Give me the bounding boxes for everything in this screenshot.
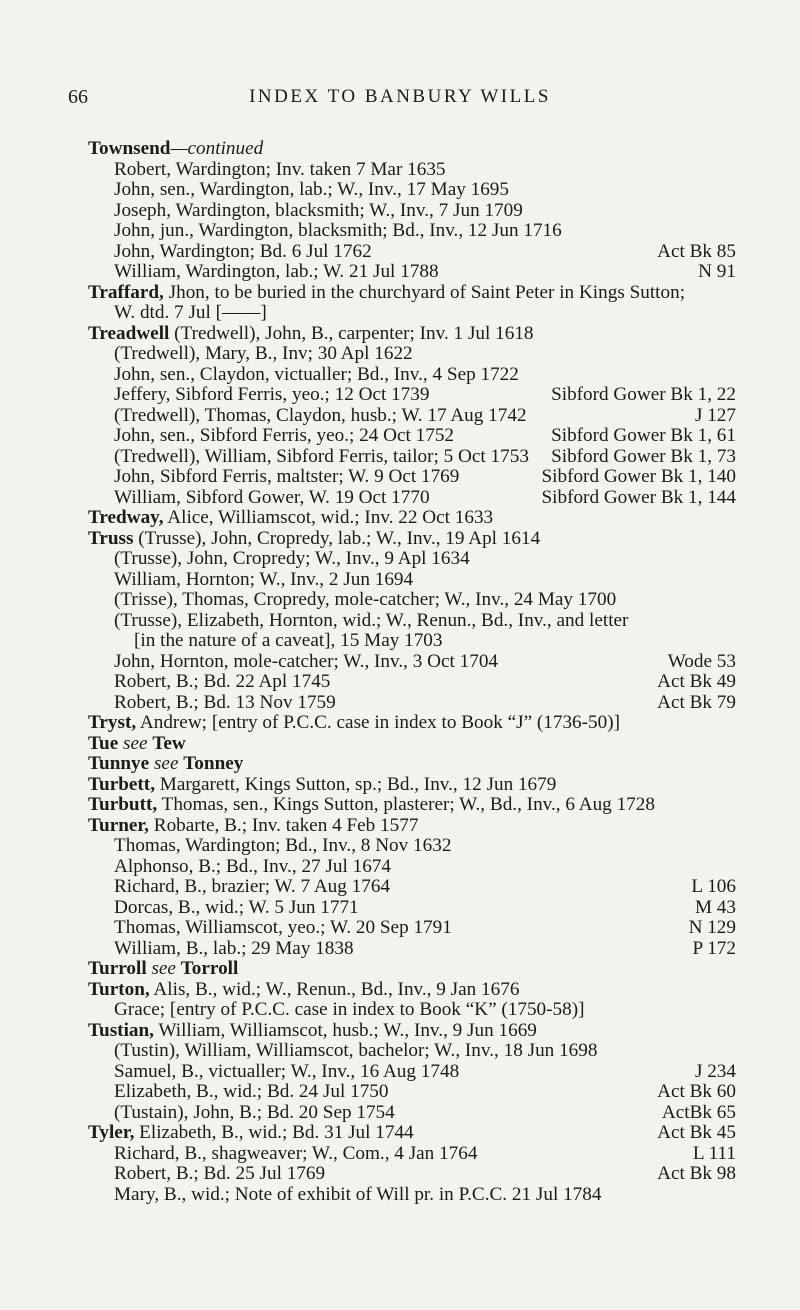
entry-text: Samuel, B., victualler; W., Inv., 16 Aug 1748 (114, 1060, 460, 1082)
entry-text: Jeffery, Sibford Ferris, yeo.; 12 Oct 1739 (114, 384, 430, 405)
index-line (88, 1144, 736, 1165)
entry-reference: Act Bk 45 (657, 1122, 736, 1143)
index-line (88, 365, 736, 386)
index-line (88, 303, 736, 324)
entry-surname: Tredway, (88, 507, 164, 528)
index-line (88, 344, 736, 365)
index-line (88, 1164, 736, 1185)
entry-text: Dorcas, B., wid.; W. 5 Jun 1771 (114, 896, 359, 918)
entry-reference: L 106 (691, 876, 736, 897)
entry-reference: Act Bk 85 (657, 240, 736, 262)
entry-reference: Sibford Gower Bk 1, 144 (541, 486, 736, 508)
entry-text: Richard, B., shagweaver; W., Com., 4 Jan 1764 (114, 1142, 478, 1164)
index-line (88, 877, 736, 898)
entry-reference: L 111 (692, 1142, 736, 1164)
entry-text: William, Hornton; W., Inv., 2 Jun 1694 (114, 568, 414, 590)
entry-text: William, Wardington, lab.; W. 21 Jul 1788 (114, 261, 439, 282)
entry-surname: Tyler, (88, 1122, 135, 1143)
index-line (88, 816, 736, 837)
entry-text: John, Sibford Ferris, maltster; W. 9 Oct 1769 (114, 466, 460, 487)
index-line (88, 693, 736, 714)
entry-text: see (146, 958, 181, 979)
entry-text: (Tredwell), John, B., carpenter; Inv. 1 Jul 1618 (169, 322, 534, 344)
entry-text: Elizabeth, B., wid.; Bd. 31 Jul 1744 (134, 1122, 414, 1143)
index-line (88, 939, 736, 960)
entry-text: William, Sibford Gower, W. 19 Oct 1770 (114, 486, 430, 508)
index-line (88, 775, 736, 796)
index-line (88, 1000, 736, 1021)
index-line (88, 672, 736, 693)
entry-surname: Traffard, (88, 281, 164, 303)
index-line (88, 836, 736, 857)
entry-text: Elizabeth, B., wid.; Bd. 24 Jul 1750 (114, 1081, 389, 1102)
entry-text: John, Hornton, mole-catcher; W., Inv., 3 Oct 1704 (114, 650, 499, 672)
entry-text: Thomas, Williamscot, yeo.; W. 20 Sep 1791 (114, 917, 452, 938)
cross-reference: Tew (152, 732, 186, 754)
entry-surname: Truss (88, 527, 134, 549)
page-number: 66 (68, 86, 88, 108)
entry-text: Grace; [entry of P.C.C. case in index to Book “K” (1750-58)] (114, 999, 585, 1020)
index-line (88, 1062, 736, 1083)
index-line (88, 734, 736, 755)
entry-reference: Wode 53 (667, 650, 736, 672)
index-line (88, 221, 736, 242)
entry-text: see (118, 732, 153, 754)
entry-text: William, Williamscot, husb.; W., Inv., 9 Jun 1669 (153, 1019, 537, 1041)
cross-reference: Torroll (180, 958, 239, 979)
entry-reference: ActBk 65 (661, 1101, 736, 1123)
entry-text: Robert, B.; Bd. 25 Jul 1769 (114, 1163, 326, 1184)
index-line (88, 283, 736, 304)
index-line (88, 857, 736, 878)
entry-text: (Trusse), Elizabeth, Hornton, wid.; W., Renun., Bd., Inv., and letter (114, 609, 629, 631)
index-line (88, 1123, 736, 1144)
entry-text: (Tustin), William, Williamscot, bachelor; W., Inv., 18 Jun 1698 (114, 1040, 598, 1061)
index-line (88, 795, 736, 816)
entry-text: Robert, Wardington; Inv. taken 7 Mar 1635 (114, 158, 446, 180)
entry-surname: Turbett, (88, 773, 155, 795)
entry-text: Robert, B.; Bd. 22 Apl 1745 (114, 671, 331, 692)
index-line (88, 631, 736, 652)
index-line (88, 1185, 736, 1206)
entry-surname: Turroll (88, 958, 147, 979)
entry-reference: Act Bk 60 (657, 1081, 736, 1102)
entry-text: Jhon, to be buried in the churchyard of Saint Peter in Kings Sutton; (163, 281, 686, 303)
index-line (88, 324, 736, 345)
entry-text: Alphonso, B.; Bd., Inv., 27 Jul 1674 (114, 855, 391, 877)
entry-reference: Act Bk 79 (657, 691, 736, 713)
index-line (88, 652, 736, 673)
entry-text: Thomas, Wardington; Bd., Inv., 8 Nov 1632 (114, 835, 452, 856)
entry-text: John, Wardington; Bd. 6 Jul 1762 (114, 240, 372, 262)
entry-text: W. dtd. 7 Jul [——] (114, 302, 267, 323)
entry-text: —continued (170, 138, 264, 159)
entry-reference: Sibford Gower Bk 1, 61 (551, 425, 736, 446)
index-line (88, 959, 736, 980)
index-line (88, 426, 736, 447)
entry-surname: Turton, (88, 978, 150, 1000)
entry-text: Thomas, sen., Kings Sutton, plasterer; W., Bd., Inv., 6 Aug 1728 (157, 794, 655, 815)
entry-reference: J 234 (694, 1060, 736, 1082)
index-line (88, 385, 736, 406)
index-line (88, 180, 736, 201)
entry-surname: Turner, (88, 814, 149, 836)
index-line (88, 898, 736, 919)
entry-text: Andrew; [entry of P.C.C. case in index to Book “J” (1736-50)] (136, 712, 621, 733)
index-line (88, 1082, 736, 1103)
index-line (88, 262, 736, 283)
cross-reference: Tonney (183, 753, 244, 774)
entry-surname: Tue (88, 732, 119, 754)
entry-surname: Tunnye (88, 753, 150, 774)
entry-text: William, B., lab.; 29 May 1838 (114, 937, 354, 959)
entry-text: (Tredwell), Mary, B., Inv; 30 Apl 1622 (114, 343, 413, 364)
index-line (88, 488, 736, 509)
entry-text: Richard, B., brazier; W. 7 Aug 1764 (114, 876, 391, 897)
index-line (88, 754, 736, 775)
entry-text: Margarett, Kings Sutton, sp.; Bd., Inv., 12 Jun 1679 (155, 773, 557, 795)
index-line (88, 529, 736, 550)
entry-text: (Tredwell), Thomas, Claydon, husb.; W. 17 Aug 1742 (114, 404, 527, 426)
entry-surname: Turbutt, (88, 794, 158, 815)
index-line (88, 570, 736, 591)
entry-reference: J 127 (694, 404, 736, 426)
entry-reference: N 91 (698, 261, 736, 282)
entry-text: Robert, B.; Bd. 13 Nov 1759 (114, 691, 336, 713)
entry-reference: N 129 (688, 917, 736, 938)
entry-text: (Tredwell), William, Sibford Ferris, tailor; 5 Oct 1753 (114, 445, 529, 467)
entry-text: (Trisse), Thomas, Cropredy, mole-catcher; W., Inv., 24 May 1700 (114, 589, 617, 610)
entry-surname: Tustian, (88, 1019, 154, 1041)
entry-reference: Act Bk 98 (657, 1163, 736, 1184)
index-line (88, 467, 736, 488)
entry-surname: Treadwell (88, 322, 170, 344)
entry-text: [in the nature of a caveat], 15 May 1703 (134, 630, 443, 651)
entry-text: John, sen., Claydon, victualler; Bd., Inv., 4 Sep 1722 (114, 363, 519, 385)
index-line (88, 447, 736, 468)
page-title: INDEX TO BANBURY WILLS (249, 86, 551, 107)
index-line (88, 160, 736, 181)
entry-text: (Trusse), John, Cropredy; W., Inv., 9 Apl 1634 (114, 548, 470, 569)
entry-text: John, jun., Wardington, blacksmith; Bd., Inv., 12 Jun 1716 (114, 220, 562, 241)
index-entries (88, 139, 736, 1205)
index-line (88, 549, 736, 570)
entry-text: Joseph, Wardington, blacksmith; W., Inv., 7 Jun 1709 (114, 199, 523, 221)
index-line (88, 1041, 736, 1062)
index-line (88, 590, 736, 611)
entry-reference: M 43 (694, 896, 736, 918)
entry-reference: P 172 (692, 937, 736, 959)
index-line (88, 242, 736, 263)
index-line (88, 201, 736, 222)
entry-text: Mary, B., wid.; Note of exhibit of Will pr. in P.C.C. 21 Jul 1784 (114, 1183, 602, 1205)
entry-reference: Sibford Gower Bk 1, 73 (551, 445, 736, 467)
entry-reference: Act Bk 49 (657, 671, 736, 692)
index-line (88, 980, 736, 1001)
index-line (88, 1021, 736, 1042)
entry-text: John, sen., Wardington, lab.; W., Inv., 17 May 1695 (114, 179, 509, 200)
entry-text: Alis, B., wid.; W., Renun., Bd., Inv., 9 Jan 1676 (149, 978, 520, 1000)
index-line (88, 713, 736, 734)
index-line (88, 406, 736, 427)
entry-text: (Trusse), John, Cropredy, lab.; W., Inv., 19 Apl 1614 (133, 527, 541, 549)
entry-text: (Tustain), John, B.; Bd. 20 Sep 1754 (114, 1101, 395, 1123)
entry-surname: Townsend (88, 138, 171, 159)
index-line (88, 611, 736, 632)
entry-reference: Sibford Gower Bk 1, 140 (541, 466, 736, 487)
entry-text: John, sen., Sibford Ferris, yeo.; 24 Oct 1752 (114, 425, 455, 446)
entry-surname: Tryst, (88, 712, 137, 733)
index-line (88, 139, 736, 160)
page-header (68, 86, 732, 116)
entry-text: Robarte, B.; Inv. taken 4 Feb 1577 (148, 814, 419, 836)
index-line (88, 508, 736, 529)
index-line (88, 1103, 736, 1124)
index-line (88, 918, 736, 939)
entry-reference: Sibford Gower Bk 1, 22 (551, 384, 736, 405)
entry-text: Alice, Williamscot, wid.; Inv. 22 Oct 1633 (163, 507, 494, 528)
entry-text: see (149, 753, 184, 774)
